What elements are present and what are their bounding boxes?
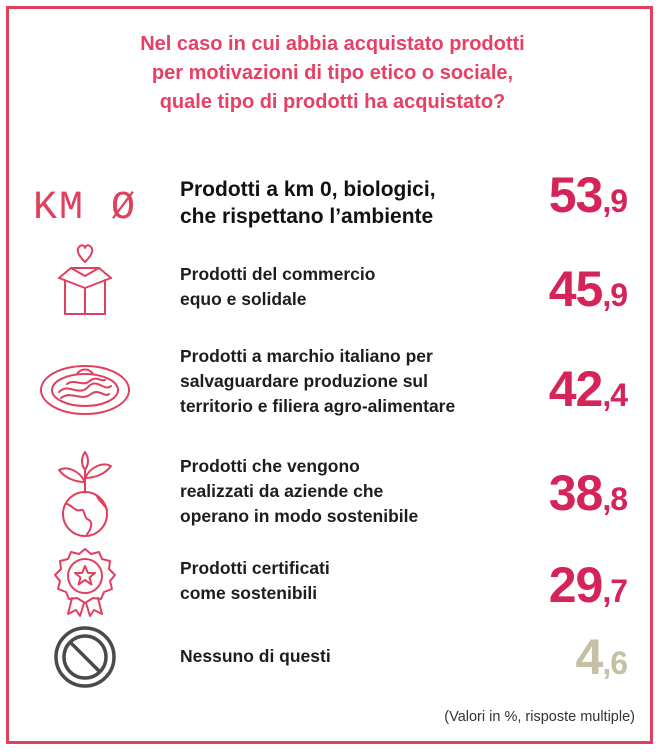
row-label-line: Prodotti del commercio bbox=[180, 264, 376, 284]
footnote: (Valori in %, risposte multiple) bbox=[444, 709, 635, 725]
row-value bbox=[549, 360, 627, 418]
value-decimal: ,7 bbox=[602, 573, 627, 609]
chart-title bbox=[0, 30, 665, 117]
row-label-line: Nessuno di questi bbox=[180, 646, 331, 666]
value-decimal: ,9 bbox=[602, 183, 627, 219]
pasta-dish-icon bbox=[30, 352, 140, 422]
row-label bbox=[180, 176, 525, 230]
globe-sprout-icon bbox=[30, 448, 140, 540]
row-label-line: realizzati da aziende che bbox=[180, 481, 384, 501]
value-decimal: ,6 bbox=[602, 645, 627, 681]
row-label bbox=[180, 344, 525, 419]
value-integer: 4 bbox=[575, 629, 603, 685]
row-label bbox=[180, 644, 525, 669]
value-integer: 53 bbox=[548, 167, 603, 223]
row-label-line: che rispettano l’ambiente bbox=[180, 205, 434, 228]
row-label bbox=[180, 454, 525, 529]
row-label-line: operano in modo sostenibile bbox=[180, 506, 419, 526]
row-value bbox=[576, 628, 628, 686]
row-label-line: Prodotti che vengono bbox=[180, 456, 360, 476]
row-label-line: Prodotti a marchio italiano per bbox=[180, 346, 433, 366]
value-integer: 29 bbox=[548, 557, 603, 613]
row-label-line: equo e solidale bbox=[180, 289, 307, 309]
title-line-2: per motivazioni di tipo etico o sociale, bbox=[151, 62, 514, 84]
row-label-line: Prodotti a km 0, biologici, bbox=[180, 178, 436, 201]
row-label-line: salvaguardare produzione sul bbox=[180, 371, 428, 391]
row-label-line: come sostenibili bbox=[180, 583, 318, 603]
value-integer: 45 bbox=[548, 261, 603, 317]
value-integer: 38 bbox=[548, 465, 603, 521]
km-zero-text: KM Ø bbox=[32, 185, 137, 231]
value-decimal: ,4 bbox=[602, 377, 627, 413]
row-value bbox=[549, 556, 627, 614]
value-integer: 42 bbox=[548, 361, 603, 417]
value-decimal: ,8 bbox=[602, 481, 627, 517]
row-value bbox=[549, 464, 627, 522]
title-line-1: Nel caso in cui abbia acquistato prodotti bbox=[140, 33, 525, 55]
row-label bbox=[180, 556, 525, 606]
row-value bbox=[549, 260, 627, 318]
certified-badge-icon bbox=[30, 546, 140, 618]
title-line-3: quale tipo di prodotti ha acquistato? bbox=[159, 91, 506, 113]
gift-box-heart-icon bbox=[30, 242, 140, 322]
km-zero-icon bbox=[30, 178, 140, 238]
row-label bbox=[180, 262, 525, 312]
prohibited-icon bbox=[30, 622, 140, 692]
row-value bbox=[549, 166, 627, 224]
row-label-line: Prodotti certificati bbox=[180, 558, 330, 578]
row-label-line: territorio e filiera agro-alimentare bbox=[180, 396, 456, 416]
value-decimal: ,9 bbox=[602, 277, 627, 313]
